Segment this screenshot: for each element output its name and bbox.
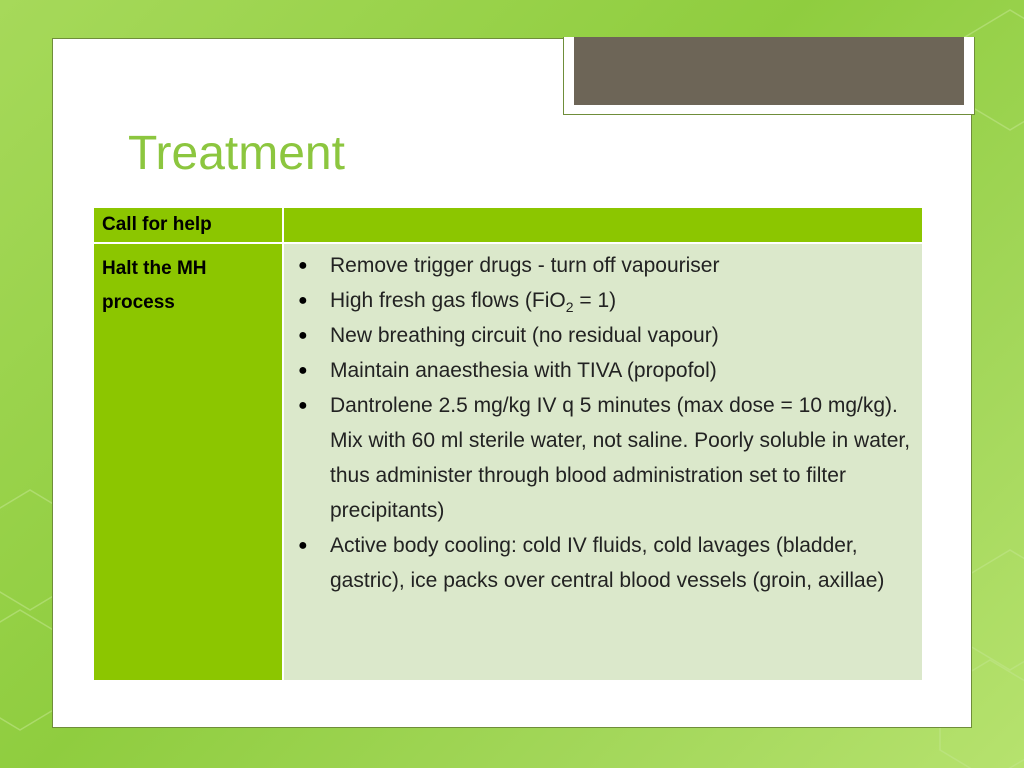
slide-title: Treatment (128, 127, 345, 180)
bullet-icon: ● (298, 292, 308, 309)
bullet-icon: ● (298, 327, 308, 344)
header-value-cell (283, 207, 923, 243)
treatment-bullet-list (292, 248, 912, 598)
list-item (292, 528, 912, 598)
bullet-text-post: = 1) (573, 289, 617, 312)
row-label-cell (93, 243, 283, 681)
title-decoration-tab (563, 37, 975, 115)
table-body-row (93, 243, 923, 681)
bullet-text: New breathing circuit (no residual vapour) (330, 324, 719, 347)
bullet-text: Remove trigger drugs - turn off vapouriser (330, 254, 720, 277)
row-label: Halt the MH process (102, 258, 207, 313)
list-item (292, 248, 912, 283)
list-item (292, 388, 912, 528)
bullet-icon: ● (298, 397, 308, 414)
row-content-cell (283, 243, 923, 681)
title-decoration-bar (574, 37, 964, 105)
header-label: Call for help (102, 214, 212, 235)
list-item (292, 353, 912, 388)
bullet-icon: ● (298, 257, 308, 274)
bullet-icon: ● (298, 362, 308, 379)
bullet-icon: ● (298, 537, 308, 554)
list-item (292, 283, 912, 318)
header-label-cell (93, 207, 283, 243)
subscript-text: 2 (565, 299, 574, 316)
treatment-table (92, 206, 924, 682)
bullet-text: Active body cooling: cold IV fluids, cold lavages (bladder, gastric), ice packs over central blood vessels (groin, axillae) (330, 534, 885, 592)
table-header-row (93, 207, 923, 243)
bullet-text-pre: High fresh gas flows (FiO (330, 289, 566, 312)
bullet-text: Maintain anaesthesia with TIVA (propofol) (330, 359, 717, 382)
list-item (292, 318, 912, 353)
bullet-text: Dantrolene 2.5 mg/kg IV q 5 minutes (max dose = 10 mg/kg). Mix with 60 ml sterile water, not saline. Poorly soluble in water, thus administer through blood administration set to filter precipitants) (330, 394, 911, 522)
bullet-text (330, 289, 617, 316)
